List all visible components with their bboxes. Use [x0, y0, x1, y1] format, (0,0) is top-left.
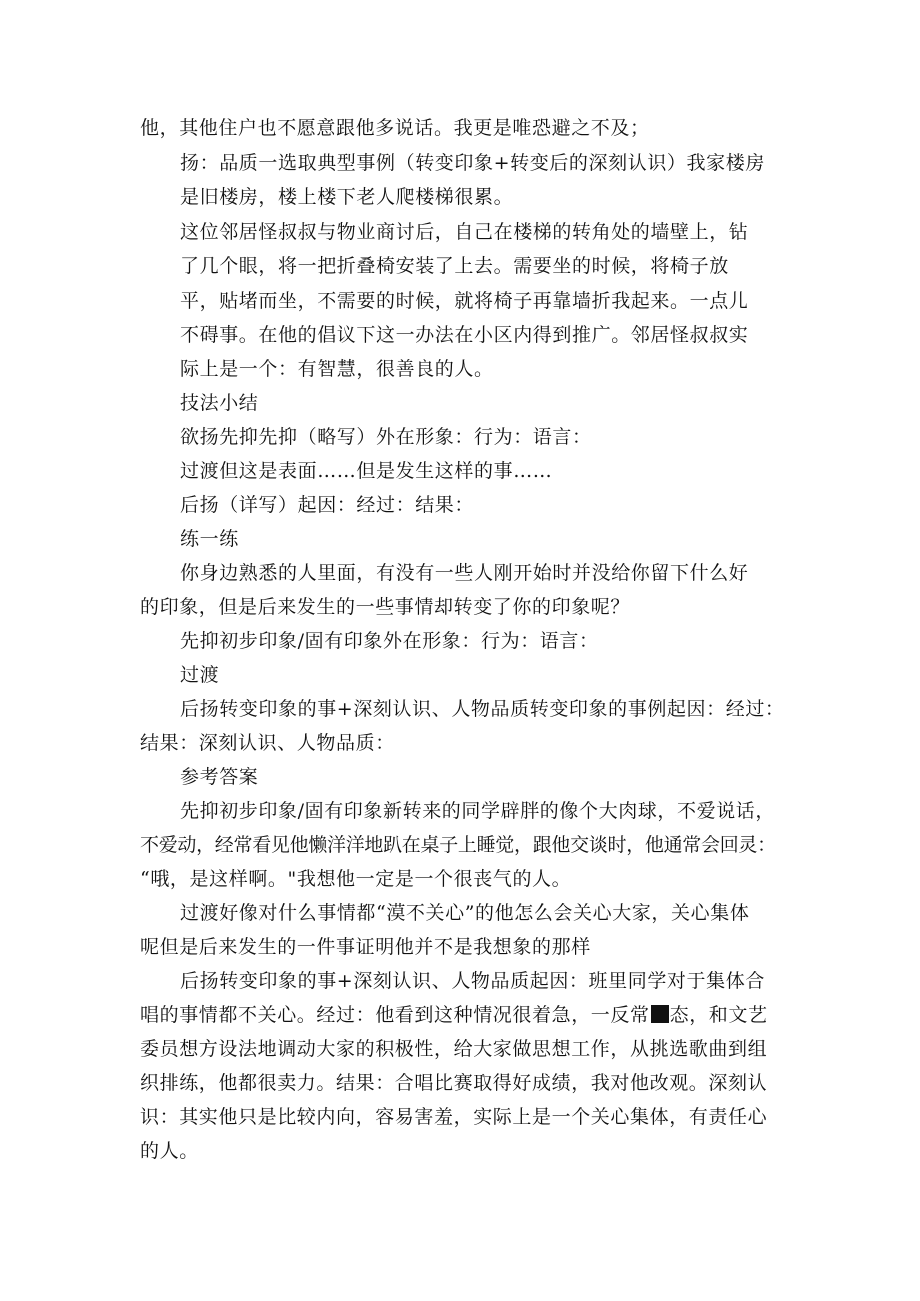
text-line: 他，其他住户也不愿意跟他多说话。我更是唯恐避之不及； — [140, 117, 650, 139]
text-line: 后扬转变印象的事+深刻认识、人物品质转变印象的事例起因：经过： — [180, 698, 785, 720]
text-line: 的人。 — [140, 1140, 199, 1162]
text-line: 先抑初步印象/固有印象新转来的同学辟胖的像个大肉球，不爱说话， — [180, 800, 776, 822]
text-fragment: 态，和文艺 — [669, 1004, 768, 1026]
text-line: 你身边熟悉的人里面，有没有一些人刚开始时并没给你留下什么好 — [180, 562, 749, 584]
text-fragment: 唱的事情都不关心。经过：他看到这种情况很着急，一反常 — [140, 1004, 650, 1026]
text-line: 先抑初步印象/固有印象外在形象：行为：语言： — [180, 630, 599, 652]
text-line: 后扬转变印象的事+深刻认识、人物品质起因：班里同学对于集体合 — [180, 970, 765, 992]
section-heading: 技法小结 — [180, 392, 259, 414]
text-line: 际上是一个：有智慧，很善良的人。 — [180, 358, 494, 380]
text-line: 委员想方设法地调动大家的积极性，给大家做思想工作，从挑选歌曲到组 — [140, 1038, 768, 1060]
text-line: 这位邻居怪叔叔与物业商讨后，自己在楼梯的转角处的墙壁上，钻 — [180, 221, 749, 243]
text-line: 识：其实他只是比较内向，容易害羞，实际上是一个关心集体，有责任心 — [140, 1106, 768, 1128]
text-line: 扬：品质一选取典型事例（转变印象+转变后的深刻认识）我家楼房 — [180, 152, 765, 174]
text-line: 了几个眼，将一把折叠椅安装了上去。需要坐的时候，将椅子放 — [180, 255, 729, 277]
text-line: “哦，是这样啊。"我想他一定是一个很丧气的人。 — [140, 868, 572, 890]
text-line: 过渡好像对什么事情都“漠不关心”的他怎么会关心大家，关心集体 — [180, 902, 750, 924]
text-line: 平，贴堵而坐，不需要的时候，就将椅子再靠墙折我起来。一点儿 — [180, 290, 749, 312]
text-line: 不碍事。在他的倡议下这一办法在小区内得到推广。邻居怪叔叔实 — [180, 324, 749, 346]
text-line: 欲扬先抑先抑（略写）外在形象：行为：语言： — [180, 426, 592, 448]
text-line: 的印象，但是后来发生的一些事情却转变了你的印象呢？ — [140, 596, 631, 618]
text-line: 呢但是后来发生的一件事证明他并不是我想象的那样 — [140, 936, 591, 958]
redaction-block — [651, 1005, 669, 1023]
text-line: 过渡但这是表面……但是发生这样的事…… — [180, 460, 553, 482]
section-heading: 练一练 — [180, 528, 239, 550]
text-line: 不爱动，经常看见他懒洋洋地趴在桌子上睡觉，跟他交谈时，他通常会回灵： — [140, 834, 776, 856]
text-line: 是旧楼房，楼上楼下老人爬楼梯很累。 — [180, 186, 514, 208]
text-line: 织排练，他都很卖力。结果：合唱比赛取得好成绩，我对他改观。深刻认 — [140, 1072, 768, 1094]
section-heading: 参考答案 — [180, 766, 259, 788]
text-line: 后扬（详写）起因：经过：结果： — [180, 494, 475, 516]
text-line — [140, 1003, 768, 1027]
text-line: 过渡 — [180, 664, 220, 686]
text-line: 结果：深刻认识、人物品质： — [140, 732, 395, 754]
